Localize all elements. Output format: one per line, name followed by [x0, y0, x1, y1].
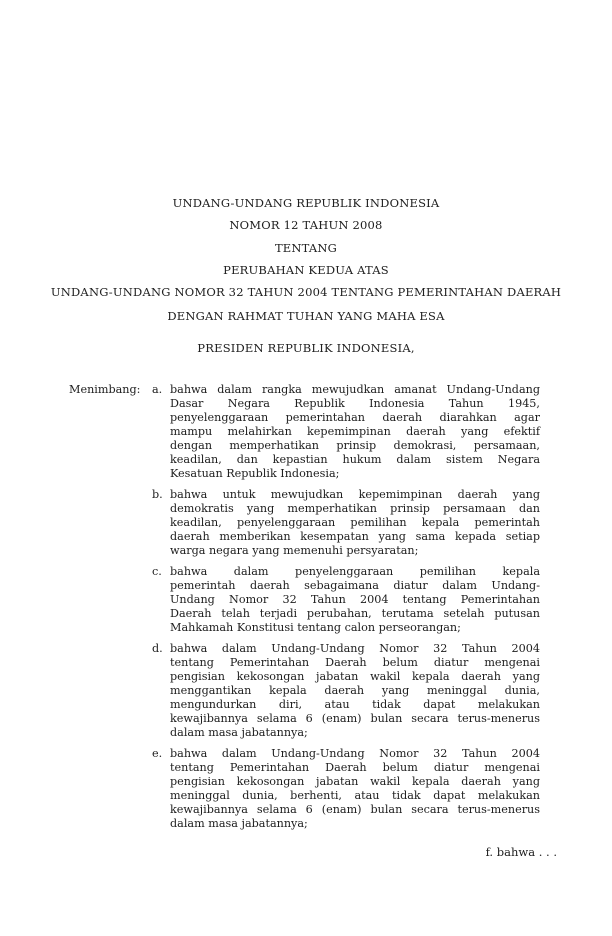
heading-line-3: TENTANG [274, 240, 338, 255]
consideration-text [170, 383, 540, 481]
consideration-line: warga negara yang memenuhi persyaratan; [170, 544, 419, 557]
consideration-line: bahwa dalam rangka mewujudkan amanat Undang-Undang [170, 383, 540, 396]
consideration-line: bahwa dalam Undang-Undang Nomor 32 Tahun 2004 [170, 747, 540, 760]
consideration-line: penyelenggaraan pemerintahan daerah diarahkan agar [170, 411, 540, 424]
page-catchword: f. bahwa . . . [485, 845, 557, 859]
considering-section [69, 383, 540, 831]
consideration-line: meninggal dunia, berhenti, atau tidak dapat melakukan [170, 789, 540, 802]
consideration-item-b [152, 488, 540, 558]
consideration-line: dengan memperhatikan prinsip demokrasi, persamaan, [170, 439, 540, 452]
consideration-line: tentang Pemerintahan Daerah belum diatur mengenai [170, 761, 540, 774]
consideration-item-a [152, 383, 540, 481]
consideration-line: pengisian kekosongan jabatan wakil kepala daerah yang [170, 775, 540, 788]
consideration-line: Undang Nomor 32 Tahun 2004 tentang Pemerintahan [170, 593, 540, 606]
consideration-line: daerah memberikan kesempatan yang sama kepada setiap [170, 530, 540, 543]
heading-line-1: UNDANG-UNDANG REPUBLIK INDONESIA [172, 196, 440, 210]
consideration-text [170, 488, 540, 558]
consideration-line: kewajibannya selama 6 (enam) bulan secara terus-menerus [170, 803, 540, 816]
considerations-list [152, 383, 540, 831]
consideration-letter: d. [152, 642, 163, 655]
consideration-line: bahwa dalam penyelenggaraan pemilihan kepala [170, 565, 540, 578]
consideration-line: Daerah telah terjadi perubahan, terutama setelah putusan [170, 607, 540, 620]
consideration-line: bahwa dalam Undang-Undang Nomor 32 Tahun 2004 [170, 642, 540, 655]
consideration-item-c [152, 565, 540, 635]
consideration-line: tentang Pemerintahan Daerah belum diatur mengenai [170, 656, 540, 669]
grace-line: DENGAN RAHMAT TUHAN YANG MAHA ESA [167, 309, 445, 323]
consideration-text [170, 642, 540, 740]
consideration-line: mengundurkan diri, atau tidak dapat melakukan [170, 698, 540, 711]
consideration-letter: b. [152, 488, 163, 501]
consideration-line: Kesatuan Republik Indonesia; [170, 467, 340, 480]
consideration-line: pengisian kekosongan jabatan wakil kepala daerah yang [170, 670, 540, 683]
heading-line-4: PERUBAHAN KEDUA ATAS [223, 262, 389, 277]
document-heading [0, 192, 612, 303]
consideration-line: mampu melahirkan kepemimpinan daerah yang efektif [170, 425, 540, 438]
consideration-item-e [152, 747, 540, 831]
consideration-line: dalam masa jabatannya; [170, 817, 308, 830]
consideration-text [170, 747, 540, 831]
consideration-line: dalam masa jabatannya; [170, 726, 308, 739]
heading-line-2: NOMOR 12 TAHUN 2008 [229, 218, 383, 233]
considering-label: Menimbang: [69, 383, 141, 396]
consideration-line: Dasar Negara Republik Indonesia Tahun 1945, [170, 397, 540, 410]
consideration-letter: e. [152, 747, 163, 760]
consideration-line: menggantikan kepala daerah yang meninggal dunia, [170, 684, 540, 697]
consideration-line: keadilan, penyelenggaraan pemilihan kepala pemerintah [170, 516, 540, 529]
consideration-line: keadilan, dan kepastian hukum dalam sistem Negara [170, 453, 540, 466]
consideration-letter: c. [152, 565, 162, 578]
heading-line-5: UNDANG-UNDANG NOMOR 32 TAHUN 2004 TENTANG PEMERINTAHAN DAERAH [50, 285, 562, 300]
consideration-line: pemerintah daerah sebagaimana diatur dalam Undang- [170, 579, 540, 592]
issuer-line: PRESIDEN REPUBLIK INDONESIA, [197, 341, 415, 355]
consideration-line: bahwa untuk mewujudkan kepemimpinan daerah yang [170, 488, 540, 501]
consideration-text [170, 565, 540, 635]
consideration-item-d [152, 642, 540, 740]
consideration-line: kewajibannya selama 6 (enam) bulan secara terus-menerus [170, 712, 540, 725]
consideration-letter: a. [152, 383, 163, 396]
consideration-line: demokratis yang memperhatikan prinsip persamaan dan [170, 502, 540, 515]
consideration-line: Mahkamah Konstitusi tentang calon perseorangan; [170, 621, 461, 634]
